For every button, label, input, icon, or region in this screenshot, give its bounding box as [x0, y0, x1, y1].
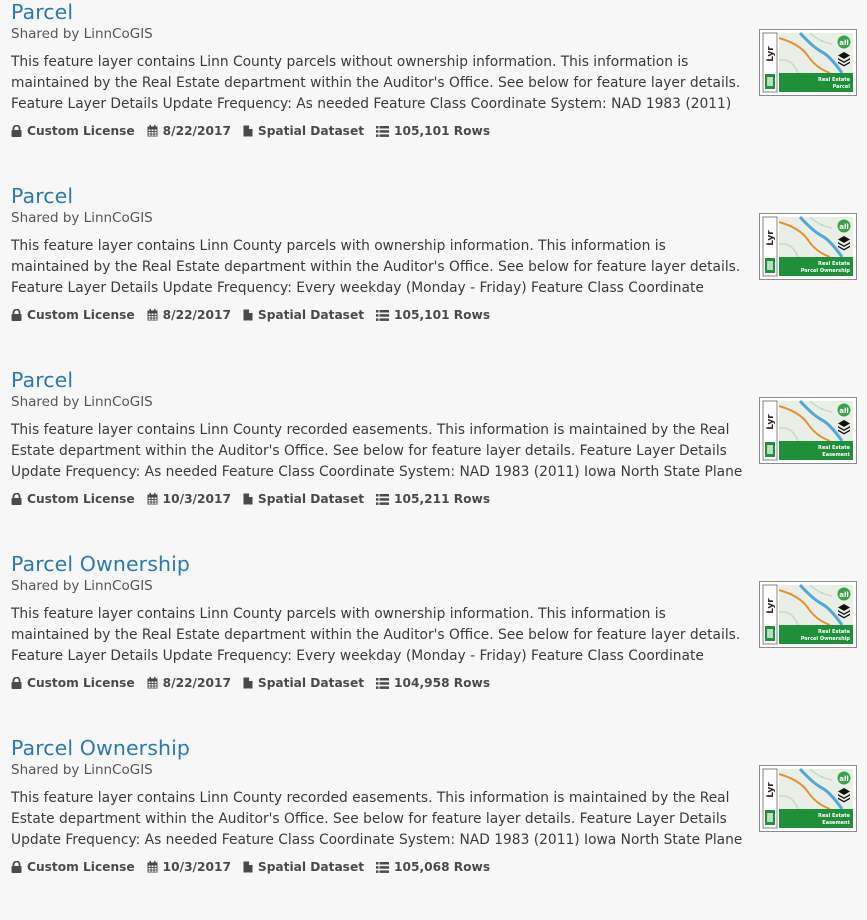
calendar-icon: [147, 125, 158, 137]
date-label: 10/3/2017: [162, 860, 231, 874]
result-description: This feature layer contains Linn County parcels with ownership information. This information is maintained by the Real Estate department within the Auditor's Office. See below for feature layer details. Feature Layer Details Update Frequency: Every weekday (Monday - Friday) Feature Class Coordinate: [11, 238, 741, 296]
license-label: Custom License: [27, 308, 135, 322]
result-meta: [11, 859, 867, 875]
calendar-icon: [147, 493, 158, 505]
calendar-icon: [147, 309, 158, 321]
result-item: [0, 184, 867, 368]
license-label: Custom License: [27, 124, 135, 138]
type-meta: [243, 492, 364, 506]
list-icon: [376, 862, 389, 873]
thumb-caption-1: Real Estate: [817, 445, 850, 451]
result-item: [0, 0, 867, 184]
thumb-caption-2: Parcel: [832, 84, 850, 90]
result-meta: [11, 123, 867, 139]
type-meta: [243, 308, 364, 322]
shared-by-text: Shared by LinnCoGIS: [11, 394, 153, 410]
result-title-link[interactable]: Parcel Ownership: [11, 552, 190, 576]
type-label: Spatial Dataset: [257, 860, 365, 874]
thumb-badge: all: [839, 591, 849, 599]
result-description: This feature layer contains Linn County recorded easements. This information is maintained by the Real Estate department within the Auditor's Office. See below for feature layer details. Feature Layer Details Update Frequency: As needed Feature Class Coordinate System: NAD 1983 (2011) Iowa North State Plane: [11, 422, 743, 480]
date-meta: [147, 676, 231, 690]
license-meta: [11, 676, 135, 690]
shared-by-text: Shared by LinnCoGIS: [11, 762, 153, 778]
lock-icon: [11, 677, 22, 689]
file-icon: [243, 677, 253, 689]
thumb-caption-2: Easement: [822, 452, 850, 458]
thumb-lyr-label: Lyr: [766, 230, 776, 246]
thumb-badge: all: [839, 223, 849, 231]
result-thumbnail[interactable]: [759, 29, 857, 96]
result-title-link[interactable]: Parcel: [11, 368, 74, 392]
type-meta: [243, 124, 364, 138]
rows-label: 104,958 Rows: [394, 676, 491, 690]
date-label: 8/22/2017: [162, 308, 231, 322]
result-meta: [11, 491, 867, 507]
rows-meta: [376, 308, 490, 322]
result-thumbnail[interactable]: [759, 397, 857, 464]
rows-meta: [376, 124, 490, 138]
thumb-caption-2: Easement: [822, 820, 850, 826]
result-title-link[interactable]: Parcel: [11, 184, 74, 208]
thumb-caption-1: Real Estate: [817, 261, 850, 267]
shared-by-text: Shared by LinnCoGIS: [11, 578, 153, 594]
result-description: This feature layer contains Linn County parcels without ownership information. This information is maintained by the Real Estate department within the Auditor's Office. See below for feature layer details. Feature Layer Details Update Frequency: As needed Feature Class Coordinate System: NAD 1983 (2011): [11, 54, 741, 112]
list-icon: [376, 494, 389, 505]
result-item: [0, 736, 867, 920]
result-thumbnail[interactable]: [759, 765, 857, 832]
result-description: This feature layer contains Linn County parcels with ownership information. This information is maintained by the Real Estate department within the Auditor's Office. See below for feature layer details. Feature Layer Details Update Frequency: Every weekday (Monday - Friday) Feature Class Coordinate: [11, 606, 741, 664]
thumb-caption-1: Real Estate: [817, 813, 850, 819]
rows-label: 105,101 Rows: [394, 124, 491, 138]
lock-icon: [11, 309, 22, 321]
license-meta: [11, 860, 135, 874]
license-label: Custom License: [27, 860, 135, 874]
thumb-caption-1: Real Estate: [817, 77, 850, 83]
license-meta: [11, 124, 135, 138]
lock-icon: [11, 125, 22, 137]
result-description: This feature layer contains Linn County recorded easements. This information is maintained by the Real Estate department within the Auditor's Office. See below for feature layer details. Feature Layer Details Update Frequency: As needed Feature Class Coordinate System: NAD 1983 (2011) Iowa North State Plane: [11, 790, 743, 848]
result-meta: [11, 307, 867, 323]
type-meta: [243, 676, 364, 690]
thumb-lyr-label: Lyr: [766, 414, 776, 430]
result-item: [0, 368, 867, 552]
list-icon: [376, 678, 389, 689]
date-label: 8/22/2017: [162, 676, 231, 690]
thumb-lyr-label: Lyr: [766, 782, 776, 798]
result-item: [0, 552, 867, 736]
rows-label: 105,211 Rows: [394, 492, 491, 506]
file-icon: [243, 861, 253, 873]
result-title-link[interactable]: Parcel: [11, 0, 74, 24]
rows-meta: [376, 676, 490, 690]
list-icon: [376, 126, 389, 137]
license-meta: [11, 308, 135, 322]
type-label: Spatial Dataset: [257, 676, 365, 690]
rows-meta: [376, 860, 490, 874]
thumb-caption-2: Parcel Ownership: [800, 268, 850, 274]
thumb-badge: all: [839, 775, 849, 783]
result-thumbnail[interactable]: [759, 581, 857, 648]
rows-label: 105,101 Rows: [394, 308, 491, 322]
lock-icon: [11, 861, 22, 873]
date-meta: [147, 492, 231, 506]
thumb-badge: all: [839, 39, 849, 47]
license-label: Custom License: [27, 676, 135, 690]
type-label: Spatial Dataset: [257, 124, 365, 138]
result-meta: [11, 675, 867, 691]
thumb-lyr-label: Lyr: [766, 598, 776, 614]
file-icon: [243, 125, 253, 137]
lock-icon: [11, 493, 22, 505]
thumb-lyr-label: Lyr: [766, 46, 776, 62]
license-meta: [11, 492, 135, 506]
date-meta: [147, 124, 231, 138]
type-label: Spatial Dataset: [257, 492, 365, 506]
license-label: Custom License: [27, 492, 135, 506]
date-label: 8/22/2017: [162, 124, 231, 138]
shared-by-text: Shared by LinnCoGIS: [11, 210, 153, 226]
type-meta: [243, 860, 364, 874]
list-icon: [376, 310, 389, 321]
rows-meta: [376, 492, 490, 506]
type-label: Spatial Dataset: [257, 308, 365, 322]
shared-by-text: Shared by LinnCoGIS: [11, 26, 153, 42]
thumb-caption-1: Real Estate: [817, 629, 850, 635]
file-icon: [243, 309, 253, 321]
calendar-icon: [147, 677, 158, 689]
thumb-caption-2: Parcel Ownership: [800, 636, 850, 642]
file-icon: [243, 493, 253, 505]
result-title-link[interactable]: Parcel Ownership: [11, 736, 190, 760]
calendar-icon: [147, 861, 158, 873]
date-meta: [147, 308, 231, 322]
date-label: 10/3/2017: [162, 492, 231, 506]
result-thumbnail[interactable]: [759, 213, 857, 280]
rows-label: 105,068 Rows: [394, 860, 491, 874]
date-meta: [147, 860, 231, 874]
thumb-badge: all: [839, 407, 849, 415]
